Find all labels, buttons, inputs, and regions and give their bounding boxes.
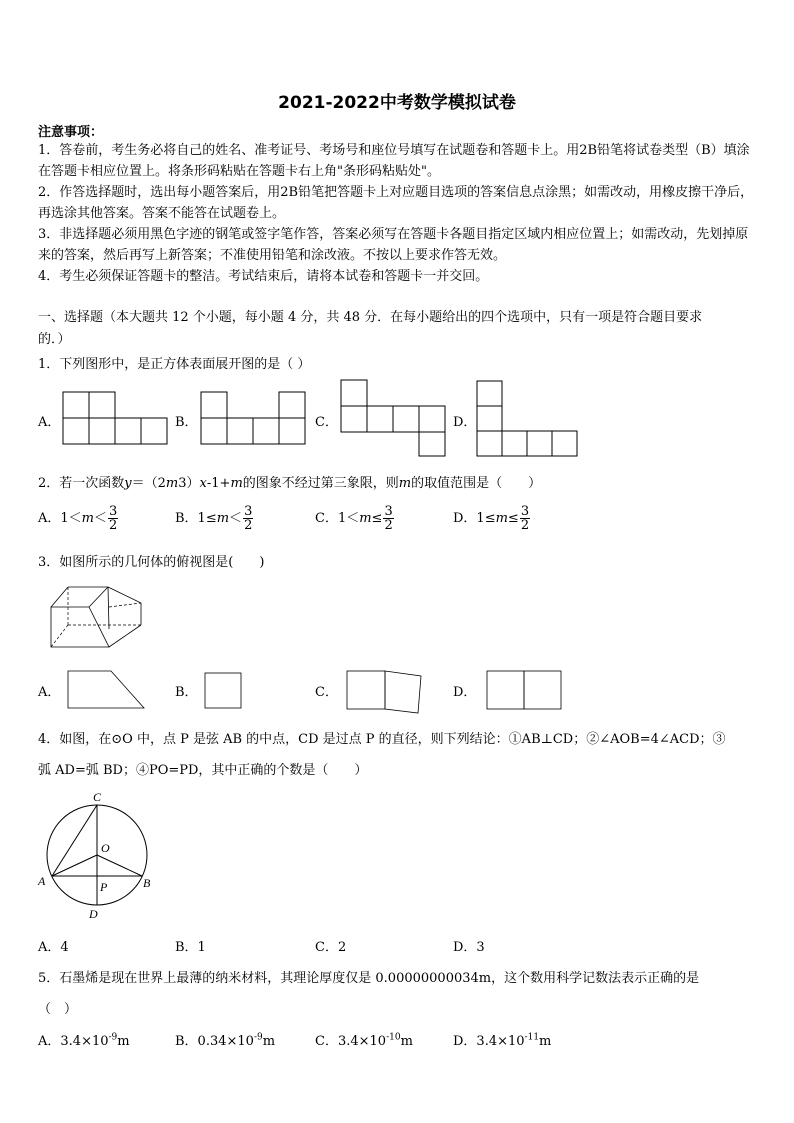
q4-label-b: B — [143, 876, 151, 890]
q4-option-d[interactable]: D．3 — [453, 940, 485, 955]
q4-label-o: O — [101, 841, 110, 855]
q4-label-p: P — [100, 880, 108, 894]
q5-stem-line2: （ ） — [38, 1002, 78, 1017]
q5-option-d[interactable]: D．$3.4\times 10^{-11}m$ — [453, 1032, 552, 1049]
q4-label-d: D — [89, 907, 98, 921]
q3-option-a-label[interactable]: A． — [38, 685, 61, 700]
q2-option-c[interactable]: C．1＜m≤ $\frac{3}{2}$ — [315, 504, 393, 533]
q2-stem: 2．若一次函数y＝（2m3）x-1+m的图象不经过第三象限，则m的取值范围是（ ） — [38, 476, 542, 491]
q2-option-d[interactable]: D．1≤m≤ $\frac{3}{2}$ — [453, 504, 530, 533]
q1-stem: 1．下列图形中，是正方体表面展开图的是（ ） — [38, 357, 311, 372]
q1-option-b-label[interactable]: B． — [175, 415, 198, 430]
q3-option-b-label[interactable]: B． — [175, 685, 198, 700]
q4-stem-line2: 弧 AD=弧 BD；④PO=PD，其中正确的个数是（ ） — [38, 763, 368, 778]
q4-label-c: C — [93, 790, 102, 804]
q1-option-d-label[interactable]: D． — [453, 415, 477, 430]
q2-option-b[interactable]: B．1≤m＜ $\frac{3}{2}$ — [175, 504, 253, 533]
q2-option-a[interactable]: A．1＜m＜ $\frac{3}{2}$ — [38, 504, 118, 533]
page-title: 2021-2022中考数学模拟试卷 — [278, 93, 516, 113]
q5-option-a[interactable]: A．$3.4\times 10^{-9}m$ — [38, 1032, 130, 1049]
q4-option-a[interactable]: A．4 — [38, 940, 69, 955]
q4-label-a: A — [38, 874, 46, 888]
q1-option-c-label[interactable]: C． — [315, 415, 338, 430]
q4-option-c[interactable]: C．2 — [315, 940, 347, 955]
q5-stem-line1: 5．石墨烯是现在世界上最薄的纳米材料，其理论厚度仅是 0.00000000034m，这个数用科学记数法表示正确的是 — [38, 971, 700, 986]
notice-item-2: 2．作答选择题时，选出每小题答案后，用2B铅笔把答题卡上对应题目选项的答案信息点涂黑；如需改动，用橡皮擦干净后，再选涂其他答案。答案不能答在试题卷上。 — [38, 185, 754, 221]
q4-stem-line1: 4．如图，在⊙O 中，点 P 是弦 AB 的中点，CD 是过点 P 的直径，则下列结论：①AB⊥CD；②∠AOB=4∠ACD；③ — [38, 732, 726, 747]
q3-option-d-label[interactable]: D． — [453, 685, 477, 700]
q3-option-c-label[interactable]: C． — [315, 685, 338, 700]
section-heading-line1: 一、选择题（本大题共 12 个小题，每小题 4 分，共 48 分．在每小题给出的四个选项中，只有一项是符合题目要求 — [38, 310, 703, 325]
q3-stem: 3．如图所示的几何体的俯视图是( ) — [38, 555, 265, 570]
q5-option-c[interactable]: C．$3.4\times 10^{-10}m$ — [315, 1032, 413, 1049]
q4-option-b[interactable]: B．1 — [175, 940, 206, 955]
q1-option-a-label[interactable]: A． — [38, 415, 61, 430]
notice-item-1: 1．答卷前，考生务必将自己的姓名、准考证号、考场号和座位号填写在试题卷和答题卡上。用2B铅笔将试卷类型（B）填涂在答题卡相应位置上。将条形码粘贴在答题卡右上角"条形码粘贴处"。 — [38, 143, 750, 179]
section-heading-line2: 的．） — [38, 332, 71, 347]
q5-option-b[interactable]: B．$0.34\times 10^{-9}m$ — [175, 1032, 276, 1049]
notice-heading: 注意事项： — [38, 125, 104, 140]
notice-item-4: 4．考生必须保证答题卡的整洁。考试结束后，请将本试卷和答题卡一并交回。 — [38, 269, 489, 284]
notice-item-3: 3．非选择题必须用黑色字迹的钢笔或签字笔作答，答案必须写在答题卡各题目指定区域内相应位置上；如需改动，先划掉原来的答案，然后再写上新答案；不准使用铅笔和涂改液。不按以上要求作答无效。 — [38, 227, 749, 263]
